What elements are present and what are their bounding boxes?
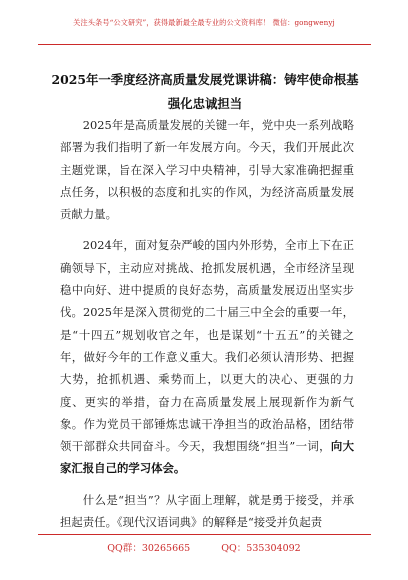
- paragraph-situation-text: 2024年，面对复杂严峻的国内外形势，全市上下在正确领导下，主动应对挑战、抢抓发展机遇，全市经济呈现稳中向好、进中提质的良好态势，高质量发展迈出坚实步伐。2025年是深入贯彻党的二十届三中全会的重要一年，是“十四五”规划收官之年，也是谋划“十五五”的关键之年，做好今年的工作意义重大。我们必须认清形势、把握大势，抢抓机遇、乘势而上，以更大的决心、更强的力度、更实的举措，奋力在高质量发展上展现新作为新气象。作为党员干部锤炼忠诚干净担当的政治品格，团结带领干部群众共同奋斗。今天，我想围绕“担当”一词，: [60, 238, 354, 454]
- paragraph-intro: 2025年是高质量发展的关键一年，党中央一系列战略部署为我们指明了新一年发展方向。今天，我们开展此次主题党课，旨在深入学习中央精神，引导大家准确把握重点任务，以积极的态度和扎实的作风，为经济高质量发展贡献力量。: [60, 118, 354, 222]
- header-banner: 关注头条号“公文研究”，获得最新最全最专业的公文资料库！ 微信：gongwenyj: [73, 18, 335, 27]
- footer-divider: [38, 534, 371, 535]
- document-body: [60, 114, 354, 542]
- paragraph-situation-emphasis: 向大家汇报自己的学习体会。: [60, 439, 354, 476]
- document-title: 2025年一季度经济高质量发展党课讲稿：铸牢使命根基 强化忠诚担当: [51, 72, 359, 111]
- footer: [0, 540, 408, 554]
- footer-qq-contact: QQ：535304092: [221, 543, 301, 554]
- header-divider: [38, 44, 371, 45]
- paragraph-situation: [60, 234, 354, 479]
- footer-qq-group: QQ群：30265665: [107, 543, 191, 554]
- paragraph-definition: 什么是“担当”？从字面上理解，就是勇于接受，并承担起责任。《现代汉语词典》的解释是“接受并负起责: [60, 492, 354, 530]
